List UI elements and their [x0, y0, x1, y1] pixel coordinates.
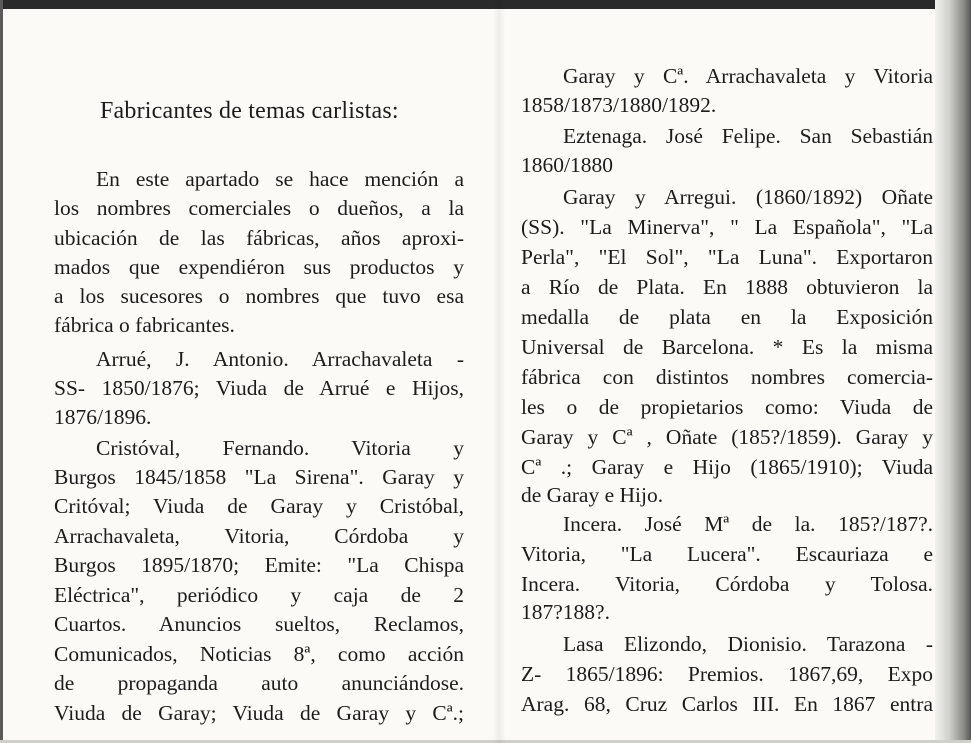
text-line: fábrica con distintos nombres comercia-	[521, 365, 933, 389]
text-line: de propaganda auto anunciándose.	[54, 671, 464, 695]
text-line: 1860/1880	[521, 153, 613, 177]
page-fold	[492, 0, 506, 743]
text-line: de Garay e Hijo.	[521, 483, 664, 507]
page-heading: Fabricantes de temas carlistas:	[100, 98, 399, 124]
text-line: Arag. 68, Cruz Carlos III. En 1867 entra	[521, 692, 933, 716]
text-line: Critóval; Viuda de Garay y Cristóbal,	[54, 494, 464, 518]
text-line: Viuda de Garay; Viuda de Garay y Cª.;	[54, 701, 464, 725]
text-line: Comunicados, Noticias 8ª, como acción	[54, 642, 464, 666]
text-line: Cª .; Garay e Hijo (1865/1910); Viuda	[521, 455, 933, 479]
text-line: (SS). "La Minerva", " La Española", "La	[521, 215, 933, 239]
text-line: Burgos 1895/1870; Emite: "La Chispa	[54, 553, 464, 577]
text-line: 1858/1873/1880/1892.	[521, 93, 717, 117]
text-line: les o de propietarios como: Viuda de	[521, 395, 933, 419]
text-line: SS- 1850/1876; Viuda de Arrué e Hijos,	[54, 376, 464, 400]
text-line: 1876/1896.	[54, 405, 152, 429]
text-line: Incera. Vitoria, Córdoba y Tolosa.	[521, 572, 933, 596]
text-line: Garay y Cª. Arrachavaleta y Vitoria	[563, 64, 933, 88]
text-line: Arrachavaleta, Vitoria, Córdoba y	[54, 524, 464, 548]
text-line: Incera. José Mª de la. 185?/187?.	[563, 512, 933, 536]
text-line: fábrica o fabricantes.	[54, 313, 235, 337]
text-line: a Río de Plata. En 1888 obtuvieron la	[521, 275, 933, 299]
text-line: En este apartado se hace mención a	[96, 167, 464, 191]
text-line: los nombres comerciales o dueños, a la	[54, 196, 464, 220]
text-line: Cristóval, Fernando. Vitoria y	[96, 436, 464, 460]
text-line: 187?188?.	[521, 600, 610, 624]
scan-top-edge	[0, 0, 971, 9]
text-line: Lasa Elizondo, Dionisio. Tarazona -	[563, 632, 933, 656]
text-line: Garay y Cª , Oñate (185?/1859). Garay y	[521, 425, 933, 449]
text-line: medalla de plata en la Exposición	[521, 305, 933, 329]
scan-right-edge	[935, 0, 971, 743]
text-line: mados que expendiéron sus productos y	[54, 255, 464, 279]
text-line: Z- 1865/1896: Premios. 1867,69, Expo	[521, 662, 933, 686]
text-line: a los sucesores o nombres que tuvo esa	[54, 284, 464, 308]
text-line: Perla", "El Sol", "La Luna". Exportaron	[521, 245, 933, 269]
text-line: ubicación de las fábricas, años aproxi-	[54, 226, 464, 250]
scan-left-edge	[0, 0, 3, 743]
text-line: Eléctrica", periódico y caja de 2	[54, 583, 464, 607]
text-line: Cuartos. Anuncios sueltos, Reclamos,	[54, 612, 464, 636]
text-line: Eztenaga. José Felipe. San Sebastián	[563, 124, 933, 148]
text-line: Burgos 1845/1858 "La Sirena". Garay y	[54, 465, 464, 489]
text-line: Universal de Barcelona. * Es la misma	[521, 335, 933, 359]
text-line: Arrué, J. Antonio. Arrachavaleta -	[96, 347, 464, 371]
text-line: Vitoria, "La Lucera". Escauriaza e	[521, 542, 933, 566]
text-line: Garay y Arregui. (1860/1892) Oñate	[563, 185, 933, 209]
